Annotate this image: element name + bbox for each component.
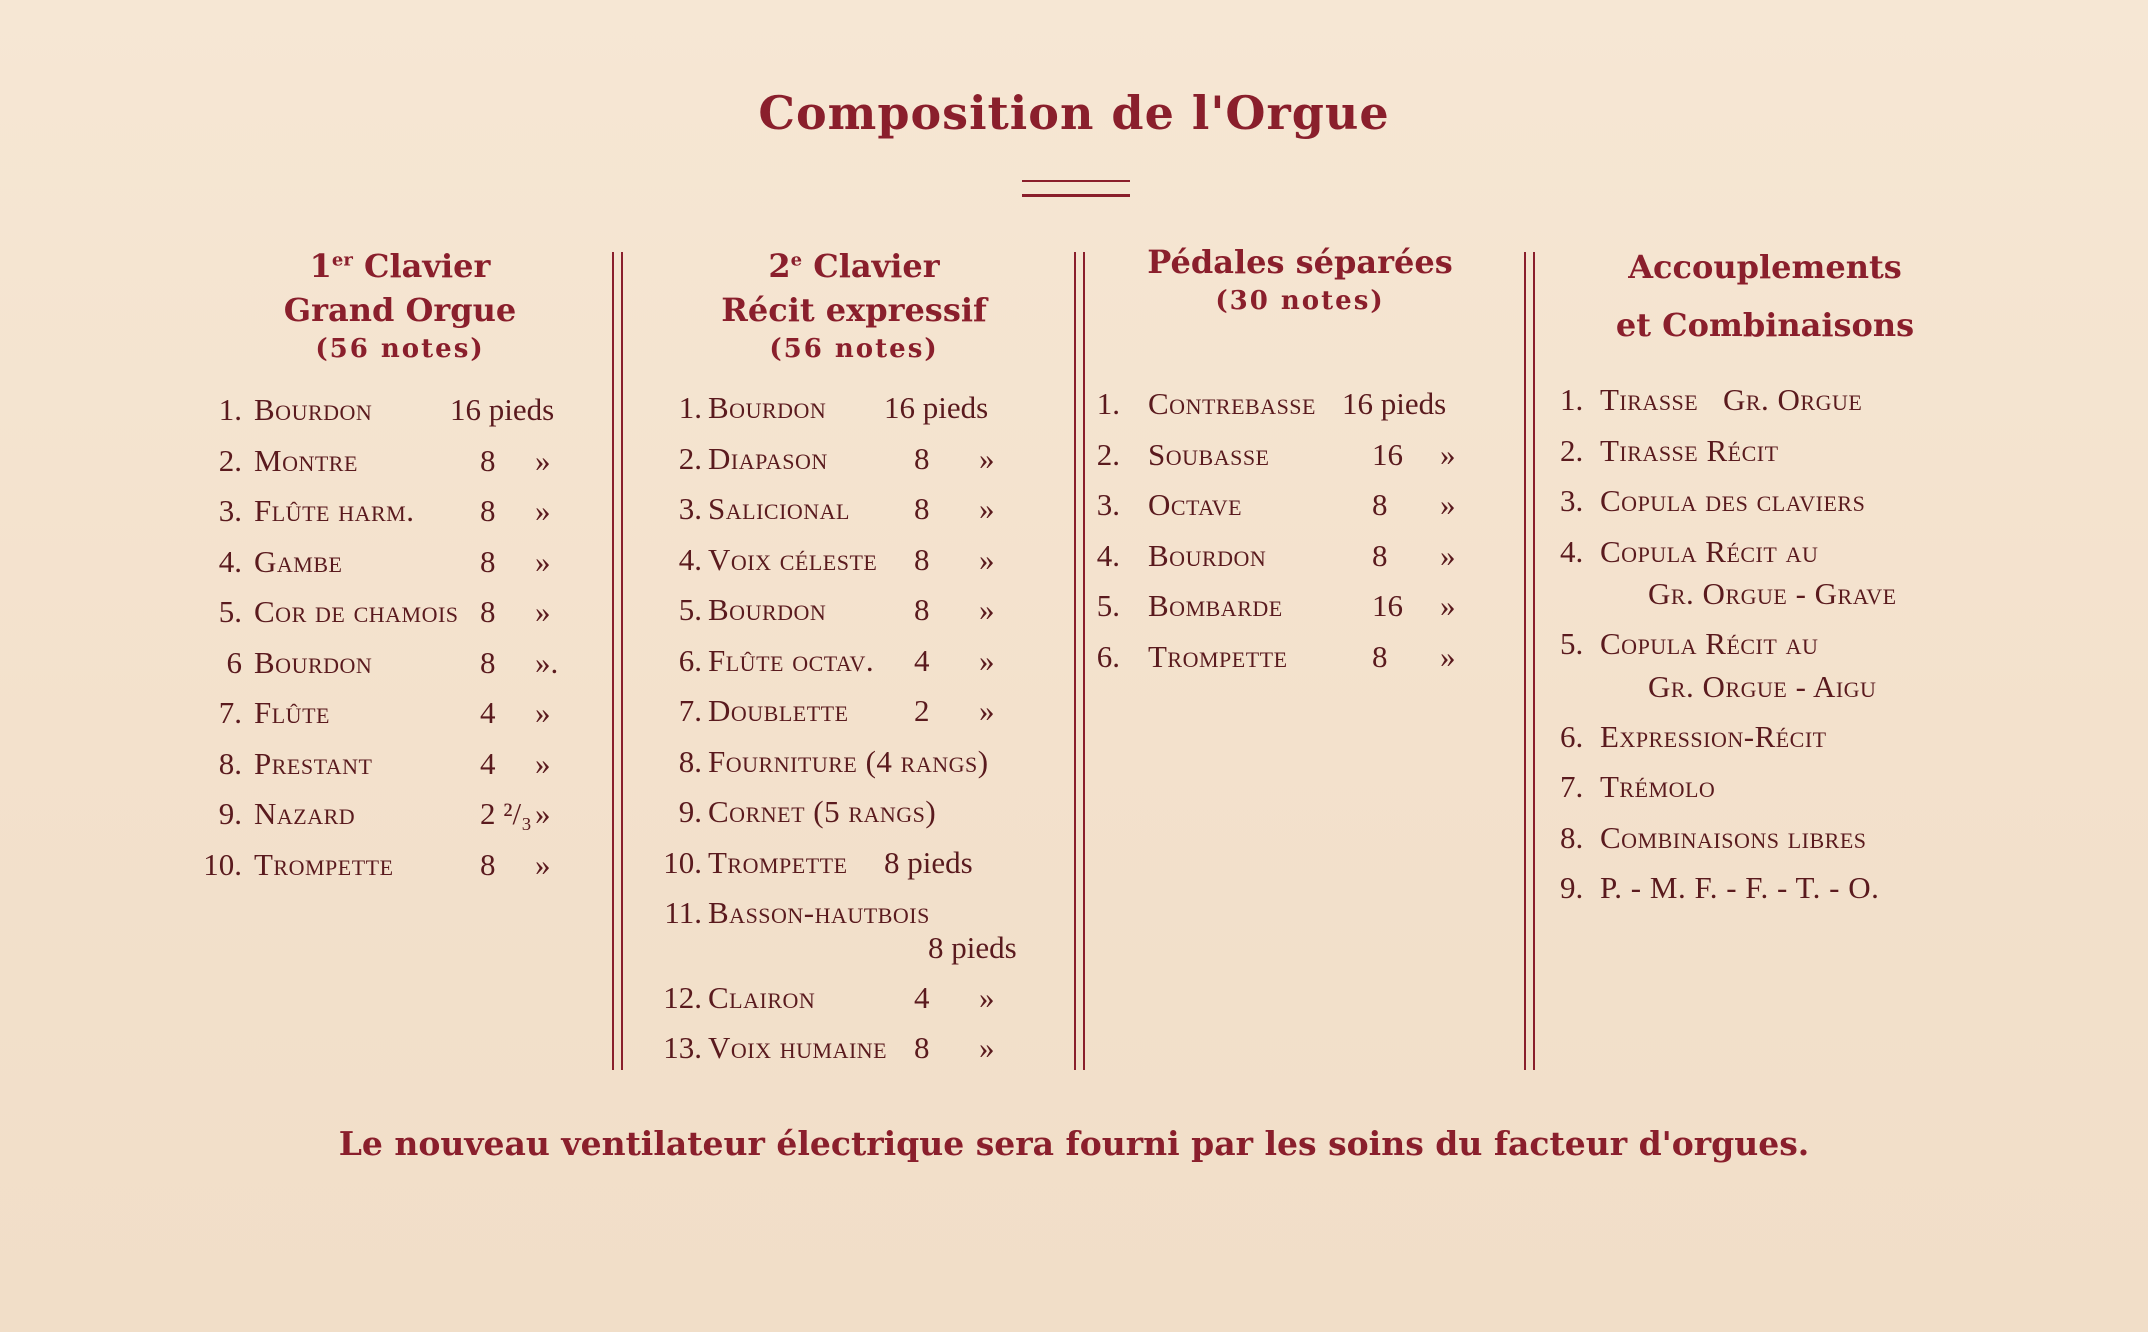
coupler-name: Copula Récit au — [1600, 626, 1819, 661]
stop-row — [644, 441, 1064, 481]
stop-name: Soubasse — [1148, 436, 1270, 472]
stop-name: Gambe — [254, 543, 343, 579]
stop-number: 9. — [678, 794, 702, 829]
stop-size: 8 — [480, 644, 496, 680]
stop-name: Flûte octav. — [708, 642, 875, 678]
ditto-mark: » — [979, 642, 995, 678]
ditto-mark: » — [979, 693, 995, 728]
ditto-mark: » — [979, 1030, 995, 1065]
stop-size: 2 ²/₃ — [480, 796, 532, 831]
coupler-number: 4. — [1560, 533, 1584, 569]
coupler-row — [1540, 433, 1990, 473]
ditto-mark: » — [535, 442, 551, 478]
coupler-number: 7. — [1560, 769, 1584, 804]
coupler-number: 5. — [1560, 626, 1584, 661]
stop-name: Fourniture (4 rangs) — [708, 743, 989, 779]
stop-row — [190, 796, 610, 836]
stop-size: 8 pieds — [884, 844, 973, 880]
stop-number: 9. — [218, 796, 242, 831]
stop-row — [190, 695, 610, 735]
stop-size: 8 — [914, 541, 930, 577]
stop-row — [644, 390, 1064, 430]
stop-number: 5. — [218, 594, 242, 629]
column-divider — [1524, 252, 1535, 1070]
stop-row — [190, 746, 610, 786]
stop-size: 8 — [480, 594, 496, 629]
stop-name: Voix céleste — [708, 541, 878, 577]
stop-size: 8 — [480, 493, 496, 528]
stop-name: Trompette — [1148, 638, 1288, 674]
coupler-name: Expression-Récit — [1600, 718, 1827, 754]
stop-size: 8 — [480, 543, 496, 579]
stop-row — [190, 544, 610, 584]
stop-number: 4. — [218, 543, 242, 579]
stop-row — [1096, 537, 1500, 578]
stop-size: 8 — [914, 440, 930, 476]
stop-number: 10. — [663, 844, 702, 880]
stop-name: Clairon — [708, 979, 816, 1015]
ditto-mark: » — [1440, 638, 1456, 674]
stop-row — [644, 794, 1064, 834]
column-accouplements — [1540, 238, 1990, 905]
stop-row — [644, 693, 1064, 733]
ditto-mark: » — [1440, 436, 1456, 472]
coupler-row — [1540, 626, 1990, 666]
stop-row — [644, 980, 1064, 1020]
footer-note: Le nouveau ventilateur électrique sera fourni par les soins du facteur d'orgues. — [338, 1124, 1810, 1163]
stop-size: 8 — [1372, 537, 1388, 573]
stop-number: 3. — [678, 491, 702, 526]
column-heading: 1er Clavier Grand Orgue (56 notes) — [283, 247, 517, 364]
stop-name: Montre — [254, 442, 358, 478]
stop-row — [644, 592, 1064, 632]
stop-name: Prestant — [254, 745, 373, 781]
stop-name: Contrebasse — [1148, 386, 1316, 421]
stop-size: 4 — [914, 979, 930, 1015]
stop-size: 16 pieds — [450, 392, 555, 427]
stop-name: Voix humaine — [708, 1030, 888, 1065]
stop-number: 4. — [1096, 537, 1120, 573]
stop-size: 8 — [914, 1030, 930, 1065]
stop-number: 11. — [664, 895, 702, 930]
stop-number: 5. — [1096, 588, 1120, 623]
ditto-mark: » — [1440, 588, 1456, 623]
stop-row — [190, 645, 610, 685]
column-divider — [612, 252, 623, 1070]
coupler-number: 2. — [1560, 432, 1584, 468]
stop-name: Bourdon — [254, 392, 373, 427]
stop-row — [190, 594, 610, 634]
column-divider — [1074, 252, 1085, 1070]
stop-number: 1. — [678, 390, 702, 425]
stop-row — [190, 392, 610, 432]
stop-size: 8 — [480, 846, 496, 882]
stop-row — [1096, 588, 1500, 628]
stop-row — [1096, 386, 1500, 426]
column-grand-orgue — [190, 244, 610, 882]
coupler-name: Trémolo — [1600, 769, 1716, 804]
stop-number: 13. — [663, 1030, 702, 1065]
stop-size: 16 pieds — [884, 390, 989, 425]
stop-name: Trompette — [708, 844, 848, 880]
stop-number: 2. — [1096, 436, 1120, 472]
coupler-name: P. - M. F. - F. - T. - O. — [1600, 870, 1880, 905]
coupler-row — [1540, 382, 1990, 422]
coupler-number: 8. — [1560, 819, 1584, 855]
stop-row — [190, 847, 610, 887]
stop-size: 8 — [480, 442, 496, 478]
stop-name: Bourdon — [1148, 537, 1267, 573]
stop-size: 16 pieds — [1342, 386, 1447, 421]
stop-name: Basson-hautbois — [708, 895, 930, 930]
stop-name: Salicional — [708, 491, 850, 526]
column-recit — [644, 244, 1064, 1065]
stop-row — [1096, 638, 1500, 679]
stop-row — [644, 744, 1064, 784]
coupler-name: Tirasse Récit — [1600, 432, 1779, 468]
coupler-number: 3. — [1560, 483, 1584, 518]
stop-name: Cornet (5 rangs) — [708, 794, 937, 829]
coupler-name: Combinaisons libres — [1600, 819, 1867, 855]
stop-size: 4 — [914, 642, 930, 678]
coupler-row — [1540, 769, 1990, 809]
page-title: Composition de l'Orgue — [758, 86, 1390, 140]
stop-name: Bourdon — [254, 644, 373, 680]
coupler-number: 6. — [1560, 718, 1584, 754]
stop-size: 16 — [1372, 588, 1403, 623]
stop-number: 1. — [1096, 386, 1120, 421]
ditto-mark: » — [535, 493, 551, 528]
stop-name: Bourdon — [708, 390, 827, 425]
coupler-name: Copula Récit au — [1600, 533, 1819, 569]
stop-number: 2. — [678, 440, 702, 476]
stop-number: 8. — [678, 743, 702, 779]
coupler-row-continued — [1540, 576, 1990, 616]
ditto-mark: » — [1440, 537, 1456, 573]
stop-number: 3. — [1096, 487, 1120, 522]
stop-size: 8 pieds — [928, 929, 1017, 965]
stop-size: 4 — [480, 695, 496, 730]
column-heading: 2e Clavier Récit expressif (56 notes) — [721, 247, 987, 364]
coupler-row-continued — [1540, 669, 1990, 709]
ditto-mark: » — [535, 543, 551, 579]
stop-name: Flûte harm. — [254, 493, 415, 528]
ditto-mark: » — [535, 796, 551, 831]
stop-number: 3. — [218, 493, 242, 528]
ditto-mark: ». — [535, 644, 559, 680]
coupler-number: 9. — [1560, 870, 1584, 905]
stop-size: 16 — [1372, 436, 1403, 472]
coupler-row — [1540, 870, 1990, 910]
stop-row — [190, 443, 610, 483]
stop-size: 4 — [480, 745, 496, 781]
ditto-mark: » — [1440, 487, 1456, 522]
stop-size: 8 — [1372, 638, 1388, 674]
stop-number: 10. — [203, 846, 242, 882]
stop-number: 2. — [218, 442, 242, 478]
stop-row — [190, 493, 610, 533]
column-heading: Accouplements et Combinaisons — [1615, 248, 1915, 344]
column-pedales — [1096, 240, 1500, 674]
ditto-mark: » — [535, 745, 551, 781]
stop-row — [644, 491, 1064, 531]
stop-number: 5. — [678, 592, 702, 627]
stop-name: Nazard — [254, 796, 356, 831]
stop-row — [644, 1030, 1064, 1070]
stop-name: Flûte — [254, 695, 330, 730]
stop-number: 7. — [678, 693, 702, 728]
stop-name: Trompette — [254, 846, 394, 882]
column-heading: Pédales séparées (30 notes) — [1147, 243, 1453, 316]
stop-row — [644, 542, 1064, 582]
stop-row-continued — [644, 930, 1064, 970]
stop-name: Bombarde — [1148, 588, 1283, 623]
coupler-name: Copula des claviers — [1600, 483, 1866, 518]
stop-size: 8 — [914, 491, 930, 526]
stop-number: 12. — [663, 979, 702, 1015]
ditto-mark: » — [979, 491, 995, 526]
stop-size: 2 — [914, 693, 930, 728]
stop-size: 8 — [914, 592, 930, 627]
stop-number: 1. — [218, 392, 242, 427]
coupler-name: Gr. Orgue - Grave — [1648, 576, 1897, 611]
coupler-number: 1. — [1560, 382, 1584, 417]
stop-row — [1096, 487, 1500, 527]
stop-row — [644, 643, 1064, 683]
ditto-mark: » — [979, 541, 995, 577]
stop-size: 8 — [1372, 487, 1388, 522]
stop-number: 6. — [1096, 638, 1120, 674]
stop-name: Octave — [1148, 487, 1243, 522]
stop-row — [644, 845, 1064, 885]
ditto-mark: » — [535, 846, 551, 882]
stop-number: 7. — [218, 695, 242, 730]
coupler-row — [1540, 534, 1990, 574]
stop-number: 4. — [678, 541, 702, 577]
stop-name: Diapason — [708, 440, 828, 476]
ditto-mark: » — [979, 592, 995, 627]
coupler-name: Gr. Orgue - Aigu — [1648, 668, 1877, 704]
stop-number: 6 — [226, 644, 242, 680]
title-ornament — [1022, 180, 1130, 197]
ditto-mark: » — [979, 440, 995, 476]
stop-name: Bourdon — [708, 592, 827, 627]
stop-name: Cor de chamois — [254, 594, 459, 629]
stop-name: Doublette — [708, 693, 849, 728]
coupler-name: Tirasse Gr. Orgue — [1600, 382, 1863, 417]
ditto-mark: » — [979, 979, 995, 1015]
coupler-row — [1540, 483, 1990, 523]
ditto-mark: » — [535, 695, 551, 730]
stop-number: 6. — [678, 642, 702, 678]
stop-row — [1096, 436, 1500, 477]
ditto-mark: » — [535, 594, 551, 629]
coupler-row — [1540, 719, 1990, 759]
stop-number: 8. — [218, 745, 242, 781]
coupler-row — [1540, 820, 1990, 860]
